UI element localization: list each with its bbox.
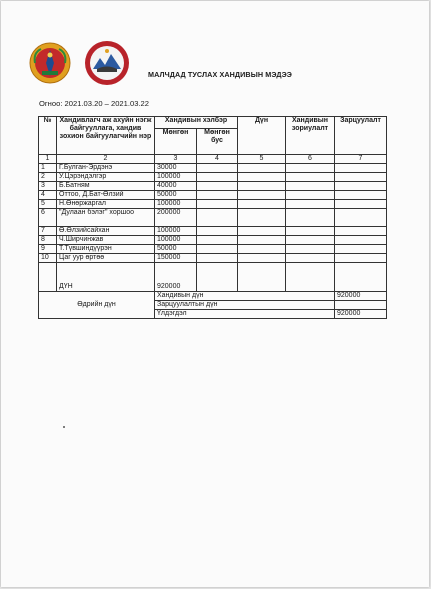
row-money: 200000	[155, 209, 197, 227]
sum-empty-no	[39, 263, 57, 292]
sum-non-money	[197, 263, 238, 292]
sum-money: 920000	[155, 263, 197, 292]
row-money: 50000	[155, 191, 197, 200]
row-money: 50000	[155, 245, 197, 254]
row-no: 5	[39, 200, 57, 209]
row-expense	[335, 191, 387, 200]
row-expense	[335, 227, 387, 236]
row-expense	[335, 254, 387, 263]
row-purpose	[286, 191, 335, 200]
row-money: 100000	[155, 173, 197, 182]
col-number: 6	[286, 155, 335, 164]
row-no: 10	[39, 254, 57, 263]
header-expense: Зарцуулалт	[335, 117, 387, 155]
row-expense	[335, 200, 387, 209]
row-donor: Ө.Өлзийсайхан	[57, 227, 155, 236]
table-row	[39, 164, 387, 173]
sum-total	[238, 263, 286, 292]
row-expense	[335, 173, 387, 182]
row-no: 8	[39, 236, 57, 245]
header-non-money: Мөнгөн бус	[197, 129, 238, 155]
row-non-money	[197, 182, 238, 191]
header-total: Дүн	[238, 117, 286, 155]
row-non-money	[197, 191, 238, 200]
row-money: 100000	[155, 200, 197, 209]
row-purpose	[286, 245, 335, 254]
row-expense	[335, 236, 387, 245]
table-row	[39, 173, 387, 182]
row-non-money	[197, 254, 238, 263]
daily-total-label: Өдрийн дүн	[39, 292, 155, 319]
row-total	[238, 164, 286, 173]
spent-total-value	[335, 301, 387, 310]
row-non-money	[197, 209, 238, 227]
row-total	[238, 191, 286, 200]
row-donor: У.Цэрэндэлгэр	[57, 173, 155, 182]
seal-logo-icon	[83, 39, 131, 87]
row-purpose	[286, 164, 335, 173]
table-row	[39, 254, 387, 263]
row-total	[238, 227, 286, 236]
table-row	[39, 245, 387, 254]
row-total	[238, 209, 286, 227]
row-money: 40000	[155, 182, 197, 191]
col-number: 3	[155, 155, 197, 164]
date-period: Огноо: 2021.03.20 – 2021.03.22	[39, 99, 149, 108]
row-no: 3	[39, 182, 57, 191]
stray-dot	[63, 426, 65, 428]
row-no: 4	[39, 191, 57, 200]
row-no: 1	[39, 164, 57, 173]
row-non-money	[197, 200, 238, 209]
row-total	[238, 254, 286, 263]
col-number: 1	[39, 155, 57, 164]
document-page	[1, 1, 429, 587]
row-total	[238, 236, 286, 245]
row-total	[238, 245, 286, 254]
col-number: 4	[197, 155, 238, 164]
row-purpose	[286, 173, 335, 182]
col-number: 7	[335, 155, 387, 164]
row-donor: Б.Батням	[57, 182, 155, 191]
header-money: Мөнгөн	[155, 129, 197, 155]
row-expense	[335, 164, 387, 173]
row-purpose	[286, 227, 335, 236]
row-non-money	[197, 236, 238, 245]
row-non-money	[197, 245, 238, 254]
remaining-label: Үлдэгдэл	[155, 310, 335, 319]
row-total	[238, 173, 286, 182]
row-purpose	[286, 182, 335, 191]
row-no: 9	[39, 245, 57, 254]
row-non-money	[197, 173, 238, 182]
row-purpose	[286, 209, 335, 227]
row-money: 150000	[155, 254, 197, 263]
header-purpose: Хандивын зориулалт	[286, 117, 335, 155]
column-number-row	[39, 155, 387, 164]
header-row-1	[39, 117, 387, 129]
row-donor: Цаг уур өртөө	[57, 254, 155, 263]
row-expense	[335, 182, 387, 191]
row-purpose	[286, 236, 335, 245]
row-money: 100000	[155, 227, 197, 236]
row-non-money	[197, 227, 238, 236]
row-donor: "Дулаан бэлэг" хоршоо	[57, 209, 155, 227]
table-row	[39, 227, 387, 236]
col-number: 2	[57, 155, 155, 164]
row-donor: Ч.Ширчинжав	[57, 236, 155, 245]
page-title: МАЛЧДАД ТУСЛАХ ХАНДИВЫН МЭДЭЭ	[148, 70, 292, 79]
row-expense	[335, 245, 387, 254]
row-no: 7	[39, 227, 57, 236]
donation-total-value: 920000	[335, 292, 387, 301]
row-non-money	[197, 164, 238, 173]
row-donor: Т.Түвшиндүүрэн	[57, 245, 155, 254]
row-donor: Г.Булган-Эрдэнэ	[57, 164, 155, 173]
row-donor: Оттоо, Д.Бат-Өлзий	[57, 191, 155, 200]
row-donor: Н.Өнөржаргал	[57, 200, 155, 209]
col-number: 5	[238, 155, 286, 164]
balance-row-donation	[39, 292, 387, 301]
table-row	[39, 200, 387, 209]
sum-row	[39, 263, 387, 292]
row-no: 2	[39, 173, 57, 182]
table-row	[39, 191, 387, 200]
row-total	[238, 182, 286, 191]
row-no: 6	[39, 209, 57, 227]
header-form: Хандивын хэлбэр	[155, 117, 238, 129]
donation-table	[38, 116, 387, 319]
row-money: 30000	[155, 164, 197, 173]
remaining-value: 920000	[335, 310, 387, 319]
sum-purpose	[286, 263, 335, 292]
row-purpose	[286, 200, 335, 209]
sum-expense	[335, 263, 387, 292]
spent-total-label: Зарцуулалтын дүн	[155, 301, 335, 310]
emblem-logo-icon	[28, 41, 72, 85]
donation-total-label: Хандивын дүн	[155, 292, 335, 301]
sum-label: ДҮН	[57, 263, 155, 292]
header-no: №	[39, 117, 57, 155]
table-row	[39, 209, 387, 227]
row-total	[238, 200, 286, 209]
row-money: 100000	[155, 236, 197, 245]
header-donor: Хандивлагч аж ахуйн нэгж байгууллага, хандив зохион байгуулагчийн нэр	[57, 117, 155, 155]
row-expense	[335, 209, 387, 227]
table-row	[39, 182, 387, 191]
table-row	[39, 236, 387, 245]
row-purpose	[286, 254, 335, 263]
